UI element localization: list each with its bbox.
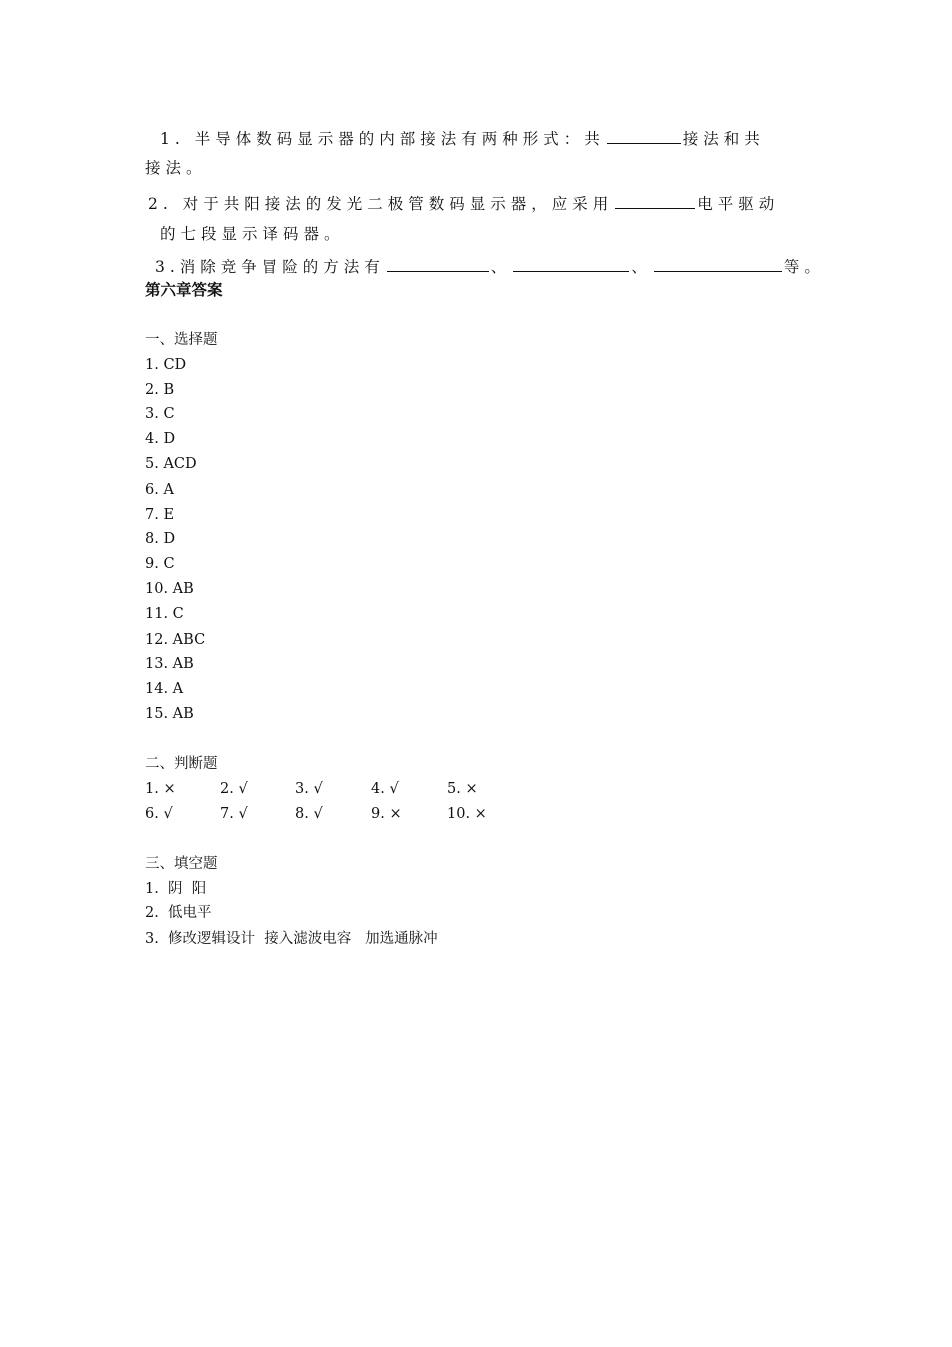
judge-answer: 6. √ [145,806,173,822]
section-1-answer: 7. E [145,507,175,523]
section-1-answer: 2. B [145,382,175,398]
question-3-end: 等。 [783,258,825,276]
question-3-blank-3 [654,255,782,272]
section-1-answer: 6. A [145,482,174,498]
section-1-answer: 14. A [145,681,184,697]
question-1-line-2 [145,158,207,178]
question-2-text-b: 电平驱动 [697,195,780,213]
section-3-answer: 3. 修改逻辑设计 接入滤波电容 加选通脉冲 [145,931,438,947]
section-1-answer: 9. C [145,556,175,572]
section-1-answer: 5. ACD [145,456,197,472]
judge-answer: 8. √ [295,806,323,822]
section-1-answer: 11. C [145,606,184,622]
judge-answer: 7. √ [220,806,248,822]
question-1-text-b: 接法和共 [682,130,765,148]
judge-answer: 2. √ [220,781,248,797]
question-3-sep-2: 、 [631,258,652,276]
question-1-line-1 [160,127,765,149]
section-3-answer: 1. 阴 阳 [145,881,207,897]
judge-answer: 3. √ [295,781,323,797]
section-3-answer: 2. 低电平 [145,905,212,921]
chapter-title: 第六章答案 [145,280,223,299]
question-3-sep-1: 、 [490,258,512,276]
judge-answer: 1. × [145,781,176,797]
section-1-answer: 8. D [145,531,176,547]
section-1-answer: 10. AB [145,581,194,597]
question-2-blank-1 [615,192,695,209]
question-3-blank-2 [513,255,629,272]
judge-answer: 10. × [447,806,487,822]
section-1-answer: 15. AB [145,706,194,722]
question-3-blank-1 [387,255,489,272]
section-1-title: 一、选择题 [145,332,218,348]
judge-answer: 4. √ [371,781,399,797]
section-1-answer: 1. CD [145,357,187,373]
section-1-answer: 12. ABC [145,632,206,648]
question-3-text-a: 3.消除竞争冒险的方法有 [155,258,385,276]
judge-answer: 9. × [371,806,402,822]
question-2-line-1 [148,192,779,214]
question-1-blank-1 [607,127,681,144]
question-1-text-a: 1. 半导体数码显示器的内部接法有两种形式：共 [160,130,605,148]
question-2-text-c: 的七段显示译码器。 [160,225,345,243]
section-3-title: 三、填空题 [145,856,218,872]
section-1-answer: 3. C [145,406,175,422]
section-1-answer: 4. D [145,431,176,447]
question-1-text-c: 接法。 [145,159,207,177]
section-1-answer: 13. AB [145,656,194,672]
section-2-title: 二、判断题 [145,756,218,772]
judge-answer: 5. × [447,781,478,797]
question-2-line-2 [160,224,345,244]
question-3-line-1 [155,255,825,277]
question-2-text-a: 2. 对于共阳接法的发光二极管数码显示器，应采用 [148,195,614,213]
